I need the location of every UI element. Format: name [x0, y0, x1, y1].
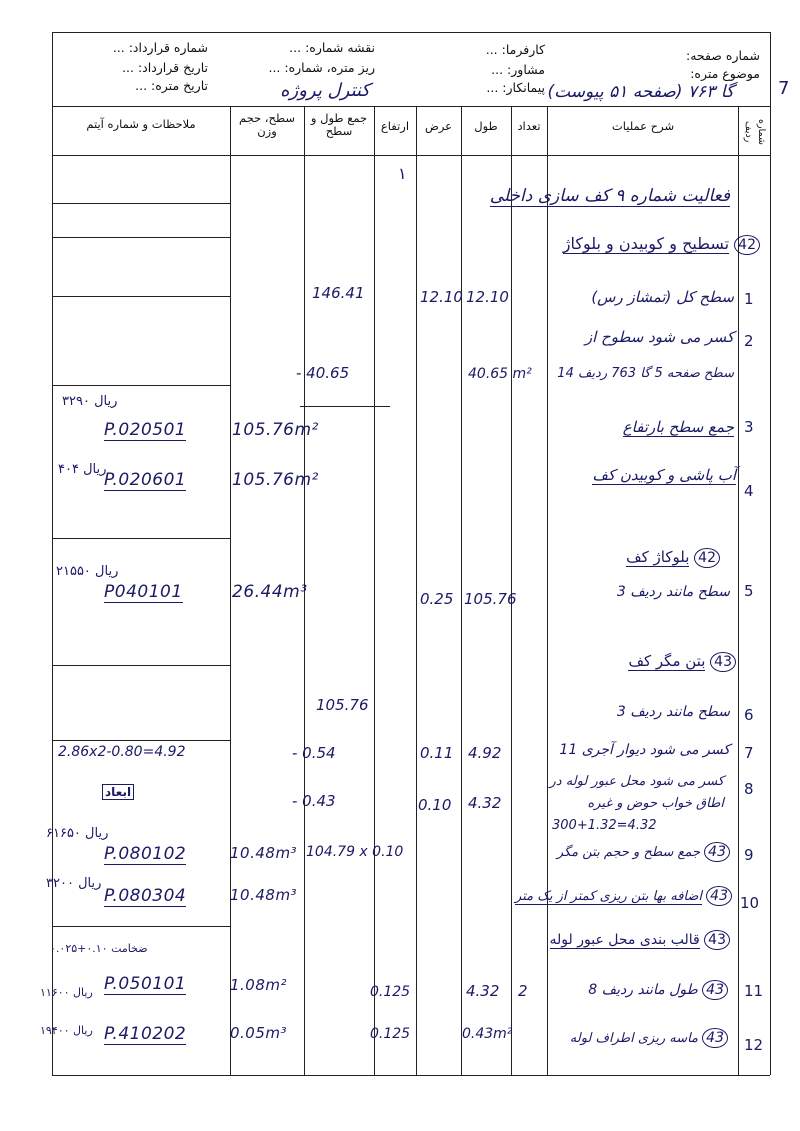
contract-no: شماره قرارداد: ... [112, 40, 208, 55]
r2-sum: - 40.65 [296, 364, 350, 382]
r12-item: P.410202 [104, 1024, 187, 1044]
r1-len: 12.10 [466, 288, 509, 306]
col-line-sum [374, 106, 375, 1075]
r8-calc: 300+1.32=4.32 [552, 818, 657, 833]
r12-len: 0.43m² [462, 1026, 513, 1042]
employer: کارفرما: ... [485, 42, 545, 57]
r8-sum: - 0.43 [292, 792, 336, 810]
r11-area: 1.08m² [230, 976, 288, 994]
r2-num: 2 [744, 332, 754, 350]
group-43b-title [550, 930, 730, 950]
contract-date: تاریخ قرارداد: ... [122, 60, 208, 75]
r10-item: P.080304 [104, 886, 187, 906]
frame-left [52, 32, 53, 1075]
col-row-no: شماره ردیف [743, 119, 767, 145]
col-notes: ملاحظات و شماره آیتم [86, 117, 196, 131]
r1-wid: 12.10 [420, 288, 463, 306]
r4-desc [592, 466, 736, 484]
item-circle-43e: 43 [704, 930, 730, 950]
col-width: عرض [424, 119, 453, 133]
item-circle-42: 42 [734, 235, 760, 255]
group-43-text: بتن مگر کف [628, 652, 706, 670]
r2-desc: کسر می شود سطوح از [584, 328, 734, 346]
group-42b-title [626, 548, 720, 568]
r5-area: 26.44m³ [232, 582, 308, 602]
r4-item: P.020601 [104, 470, 187, 490]
r10-desc [515, 886, 732, 906]
r3-item: P.020501 [104, 420, 187, 440]
r8-note: ابعاد [102, 784, 134, 800]
section-title-number: ۱ [398, 164, 407, 183]
r4-num: 4 [744, 482, 754, 500]
group-42-text: تسطیح و کوبیدن و بلوکاژ [562, 234, 730, 253]
r3-desc [623, 418, 734, 436]
col-line-width [461, 106, 462, 1075]
r9-price: ۶۱۶۵۰ ریال [46, 826, 109, 841]
col-count: تعداد [517, 119, 541, 133]
col-line-height [416, 106, 417, 1075]
r11-desc [588, 980, 728, 1000]
r8-len: 4.32 [468, 794, 502, 812]
r6-desc: سطح مانند ردیف 3 [616, 704, 730, 720]
row-sep [52, 203, 230, 204]
row-sep [52, 665, 230, 666]
page-number-margin: 7 [778, 78, 790, 99]
sum-underline [300, 406, 390, 407]
r7-num: 7 [744, 744, 754, 762]
r9-desc-text: جمع سطح و حجم بتن مگر [556, 845, 701, 860]
page-ref-handwriting: گا ۷۶۳ (صفحه ۵۱ پیوست) [547, 82, 734, 102]
subject-handwriting: کنترل پروژه [280, 80, 370, 101]
r11-item: P.050101 [104, 974, 187, 994]
r11-count: 2 [518, 982, 528, 1000]
frame-right [770, 32, 771, 1075]
r12-area: 0.05m³ [230, 1024, 288, 1042]
r11-price: ۱۱۶۰۰ ریال [40, 986, 93, 999]
r10-desc-text: اضافه بها بتن ریزی کمتر از یک متر [515, 889, 703, 904]
r8-wid: 0.10 [418, 796, 452, 814]
col-height: ارتفاع [380, 119, 410, 133]
consultant: مشاور: ... [491, 62, 545, 77]
r1-num: 1 [744, 290, 754, 308]
r7-len: 4.92 [468, 744, 502, 762]
r2-len: 40.65 m² [468, 366, 532, 382]
row-sep [52, 538, 230, 539]
r7-desc: کسر می شود دیوار آجری 11 [559, 742, 730, 758]
col-description: شرح عملیات [611, 119, 675, 133]
estimate-detail-no: ریز متره، شماره: ... [268, 60, 375, 75]
r12-num: 12 [744, 1036, 764, 1054]
r9-num: 9 [744, 846, 754, 864]
r8-desc: کسر می شود محل عبور لوله در [549, 774, 724, 789]
r4-desc-text: آب پاشی و کوبیدن کف [592, 466, 736, 484]
col-area-volume: سطح، حجم وزن [238, 111, 296, 138]
r4-area: 105.76m² [232, 470, 319, 490]
row-sep [52, 926, 230, 927]
r7-note: 2.86x2-0.80=4.92 [58, 744, 186, 760]
col-line-notes [230, 106, 231, 1075]
r11-desc-text: طول مانند ردیف 8 [588, 982, 698, 998]
row-sep [52, 296, 230, 297]
r12-desc [570, 1028, 728, 1048]
r12-price: ۱۹۴۰۰ ریال [40, 1024, 93, 1037]
r11-num: 11 [744, 982, 764, 1000]
r9-area: 10.48m³ [230, 844, 298, 862]
row-sep [52, 385, 230, 386]
r9-sum: 104.79 x 0.10 [306, 844, 404, 860]
r11-len: 4.32 [466, 982, 500, 1000]
frame-top [52, 32, 770, 33]
item-circle-43c: 43 [704, 842, 730, 862]
section-title: فعالیت شماره ۹ کف سازی داخلی [489, 186, 730, 206]
row-sep [52, 740, 230, 741]
r9-item: P.080102 [104, 844, 187, 864]
group-42b-text: بلوکاژ کف [626, 548, 690, 566]
r8-num: 8 [744, 780, 754, 798]
r3-price: ۳۲۹۰ ریال [62, 394, 118, 409]
column-header-divider [52, 155, 770, 156]
r10-price: ۳۲۰۰ ریال [46, 876, 102, 891]
r7-wid: 0.11 [420, 744, 454, 762]
item-circle-43f: 43 [702, 980, 728, 1000]
r1-sum: 146.41 [312, 284, 365, 302]
col-sum: جمع طول و سطح [310, 111, 368, 138]
r4-price: ۴۰۴ ریال [58, 462, 107, 477]
r11-height: 0.125 [370, 984, 411, 1000]
r5-desc: سطح مانند ردیف 3 [616, 584, 730, 600]
col-length: طول [474, 119, 498, 133]
r6-num: 6 [744, 706, 754, 724]
r1-desc: سطح کل (تمشاز رس) [591, 288, 734, 306]
contractor: پیمانکار: ... [486, 80, 545, 95]
r5-wid: 0.25 [420, 590, 454, 608]
r10-area: 10.48m³ [230, 886, 298, 904]
r3-desc-text: جمع سطح بارتفاع [622, 418, 734, 436]
r5-len: 105.76 [464, 590, 517, 608]
item-circle-43d: 43 [706, 886, 732, 906]
group-42-title [563, 234, 760, 255]
r2-desc2: سطح صفحه 5 گا 763 ردیف 14 [557, 366, 734, 381]
group-43b-text: قالب بندی محل عبور لوله [549, 932, 700, 948]
group-43-title [628, 652, 736, 672]
r5-num: 5 [744, 582, 754, 600]
item-circle-43: 43 [710, 652, 736, 672]
item-circle-42b: 42 [694, 548, 720, 568]
page-no: شماره صفحه: [686, 48, 760, 63]
r7-sum: - 0.54 [292, 744, 336, 762]
r12-desc-text: ماسه ریزی اطراف لوله [569, 1031, 699, 1046]
r6-sum: 105.76 [316, 696, 369, 714]
r3-num: 3 [744, 418, 754, 436]
item-circle-43g: 43 [702, 1028, 728, 1048]
estimate-subject: موضوع متره: [690, 66, 760, 81]
header-divider [52, 106, 770, 107]
r8-desc2: اطاق خواب حوض و غیره [587, 796, 724, 811]
col-line-count [547, 106, 548, 1075]
r3-area: 105.76m² [232, 420, 319, 440]
frame-bottom [52, 1075, 770, 1076]
r5-price: ۲۱۵۵۰ ریال [56, 564, 119, 579]
estimate-date: تاریخ متره: ... [135, 78, 208, 93]
r12-height: 0.125 [370, 1026, 411, 1042]
r10-num: 10 [740, 894, 760, 912]
r5-item: P040101 [104, 582, 183, 602]
r9-desc [557, 842, 730, 862]
row-sep [52, 237, 230, 238]
r11-note: ضخامت ۰.۱۰+۰.۰۲۵ [50, 942, 148, 955]
drawing-no: نقشه شماره: ... [289, 40, 375, 55]
